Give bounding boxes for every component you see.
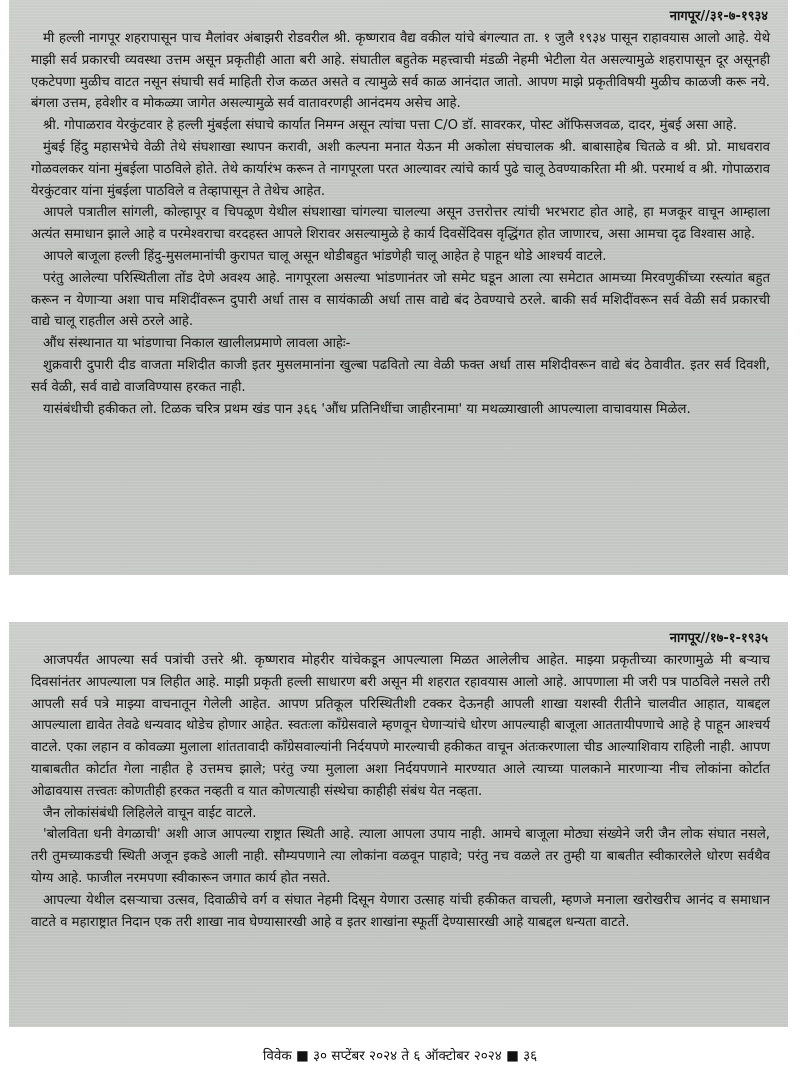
letter-1-paragraph: औंध संस्थानात या भांडणाचा निकाल खालीलप्रमाणे लावला आहेः- — [43, 336, 351, 352]
letter-2-paragraph: आजपर्यंत आपल्या सर्व पत्रांची उत्तरे श्री. कृष्णराव मोहरीर यांचेकडून आपल्याला मिळत आलेलीच आहेत. माझ्या प्रकृतीच्या कारणामुळे मी बऱ्याच दिवसांनंतर आपल्याला पत्र लिहीत आहे. माझी प्रकृती हल्ली साधारण बरी असून मी शहरात रहावयास आलो आहे. आपणाला मी जरी पत्र पाठविले नसले तरी आपली सर्व पत्रे माझ्या वाचनातून गेलेली आहेत. आपण प्रतिकूल परिस्थितीशी टक्कर देऊनही आपली शाखा यशस्वी रीतीने चालवीत आहात, याबद्दल आपल्याला द्यावेत तेवढे धन्यवाद थोडेच होणार आहेत. स्वतःला काँग्रेसवाले म्हणवून घेणाऱ्यांचे धोरण आपल्याही बाजूला आततायीपणाचे आहे हे पाहून आश्चर्य वाटले. एका लहान व कोवळ्या मुलाला शांततावादी काँग्रेसवाल्यांनी निर्दयपणे मारल्याची हकीकत वाचून अंतःकरणाला चीड आल्याशिवाय राहिली नाही. आपण याबाबतीत कोर्टात गेला नाहीत हे उत्तमच झाले; परंतु ज्या मुलाला अशा निर्दयपणाने मारण्यात आले त्याच्या पालकाने मारणाऱ्या नीच लोकांना कोर्टात ओढावयास तत्त्वतः कोणतीही हरकत नव्हती व यात कोणत्याही संस्थेचा काहीही संबंध येत नव्हता. — [31, 653, 770, 799]
letter-block-1 — [9, 0, 788, 575]
letter-1-paragraph: आपले बाजूला हल्ली हिंदु-मुसलमानांची कुरापत चालू असून थोडीबहुत भांडणेही चालू आहेत हे पाहून थोडे आश्चर्य वाटले. — [43, 248, 607, 264]
letter-2-dateline: नागपूर//१७-१-१९३५ — [669, 631, 768, 646]
page-footer: विवेक ■ ३० सप्टेंबर २०२४ ते ६ ऑक्टोबर २०२४ ■ ३६ — [262, 1048, 538, 1064]
letter-1-dateline: नागपूर//३१-७-१९३४ — [669, 9, 768, 24]
letter-1-paragraph: यासंबंधीची हकीकत लो. टिळक चरित्र प्रथम खंड पान ३६६ 'औंध प्रतिनिधींचा जाहीरनामा' या मथळ्याखाली आपल्याला वाचावयास मिळेल. — [43, 401, 691, 417]
letter-1-paragraph: मी हल्ली नागपूर शहरापासून पाच मैलांवर अंबाझरी रोडवरील श्री. कृष्णराव वैद्य वकील यांचे बंगल्यात ता. १ जुलै १९३४ पासून राहावयास आलो आहे. येथे माझी सर्व प्रकारची व्यवस्था उत्तम असून प्रकृतीही आता बरी आहे. संघातील बहुतेक महत्त्वाची मंडळी नेहमी भेटीला येत असल्यामुळे शहरापासून दूर असूनही एकटेपणा मुळीच वाटत नसून संघाची सर्व माहिती रोज कळत असते व त्यामुळे सर्व काळ आनंदात जातो. आपण माझे प्रकृतीविषयी मुळीच काळजी करू नये. बंगला उत्तम, हवेशीर व मोकळ्या जागेत असल्यामुळे सर्व वातावरणही आनंदमय असेच आहे. — [31, 31, 770, 112]
letter-block-2 — [9, 622, 788, 1027]
letter-1-paragraph: श्री. गोपाळराव येरकुंटवार हे हल्ली मुंबईला संघाचे कार्यात निमग्न असून त्यांचा पत्ता C/O डॉ. सावरकर, पोस्ट ऑफिसजवळ, दादर, मुंबई असा आहे. — [43, 118, 737, 134]
letter-1-paragraph: शुक्रवारी दुपारी दीड वाजता मशिदीत काजी इतर मुसलमानांना खुल्बा पढवितो त्या वेळी फक्त अर्धा तास मशिदीवरून वाद्ये बंद ठेवावीत. इतर सर्व दिवशी, सर्व वेळी, सर्व वाद्ये वाजविण्यास हरकत नाही. — [31, 357, 770, 395]
letter-1-paragraph: मुंबई हिंदु महासभेचे वेळी तेथे संघशाखा स्थापन करावी, अशी कल्पना मनात येऊन मी अकोला संघचालक श्री. बाबासाहेब चितळे व श्री. प्रो. माधवराव गोळवलकर यांना मुंबईला पाठविले होते. तेथे कार्यारंभ करून ते नागपूरला परत आल्यावर त्यांचे कार्य पुढे चालू ठेवण्याकरिता मी श्री. परमार्थ व श्री. गोपाळराव येरकुंटवार यांना मुंबईला पाठविले व तेव्हापासून ते तेथेच आहेत. — [31, 139, 770, 199]
letter-1-paragraph: आपले पत्रातील सांगली, कोल्हापूर व चिपळूण येथील संघशाखा चांगल्या चालल्या असून उत्तरोत्तर त्यांची भरभराट होत आहे, हा मजकूर वाचून आम्हाला अत्यंत समाधान झाले आहे व परमेश्वराचा वरदहस्त आपले शिरावर असल्यामुळे हे कार्य दिवसेंदिवस वृद्धिंगत होत जाणारच, असा आमचा दृढ विश्वास आहे. — [31, 205, 770, 243]
letter-2-paragraph: 'बोलविता धनी वेगळाची' अशी आज आपल्या राष्ट्रात स्थिती आहे. त्याला आपला उपाय नाही. आमचे बाजूला मोठ्या संख्येने जरी जैन लोक संघात नसले, तरी तुमच्याकडची स्थिती अजून इकडे आली नाही. सौम्यपणाने त्या लोकांना वळवून पाहावे; परंतु नच वळले तर तुम्ही या बाबतीत स्वीकारलेले धोरण सर्वथैव योग्य आहे. फाजील नरमपणा स्वीकारून जगात कार्य होत नसते. — [31, 827, 770, 886]
letter-1-paragraph: परंतु आलेल्या परिस्थितीला तोंड देणे अवश्य आहे. नागपूरला असल्या भांडणानंतर जो समेट घडून आला त्या समेटात आमच्या मिरवणुकींच्या रस्त्यांत बहुत करून न येणाऱ्या अशा पाच मशिदींवरून दुपारी अर्धा तास व सायंकाळी अर्धा तास वाद्ये बंद ठेवण्याचे ठरले. बाकी सर्व मशिदींवरून सर्व वेळी सर्व प्रकारची वाद्ये चालू राहतील असे ठरले आहे. — [31, 270, 770, 330]
letter-2-paragraph: जैन लोकांसंबंधी लिहिलेले वाचून वाईट वाटले. — [43, 805, 257, 821]
letter-2-paragraph: आपल्या येथील दसऱ्याचा उत्सव, दिवाळीचे वर्ग व संघात नेहमी दिसून येणारा उत्साह यांची हकीकत वाचली, म्हणजे मनाला खरोखरीच आनंद व समाधान वाटते व महाराष्ट्रात निदान एक तरी शाखा नाव घेण्यासारखी आहे व इतर शाखांना स्फूर्ती देण्यासारखी आहे याबद्दल धन्यता वाटते. — [31, 892, 770, 930]
